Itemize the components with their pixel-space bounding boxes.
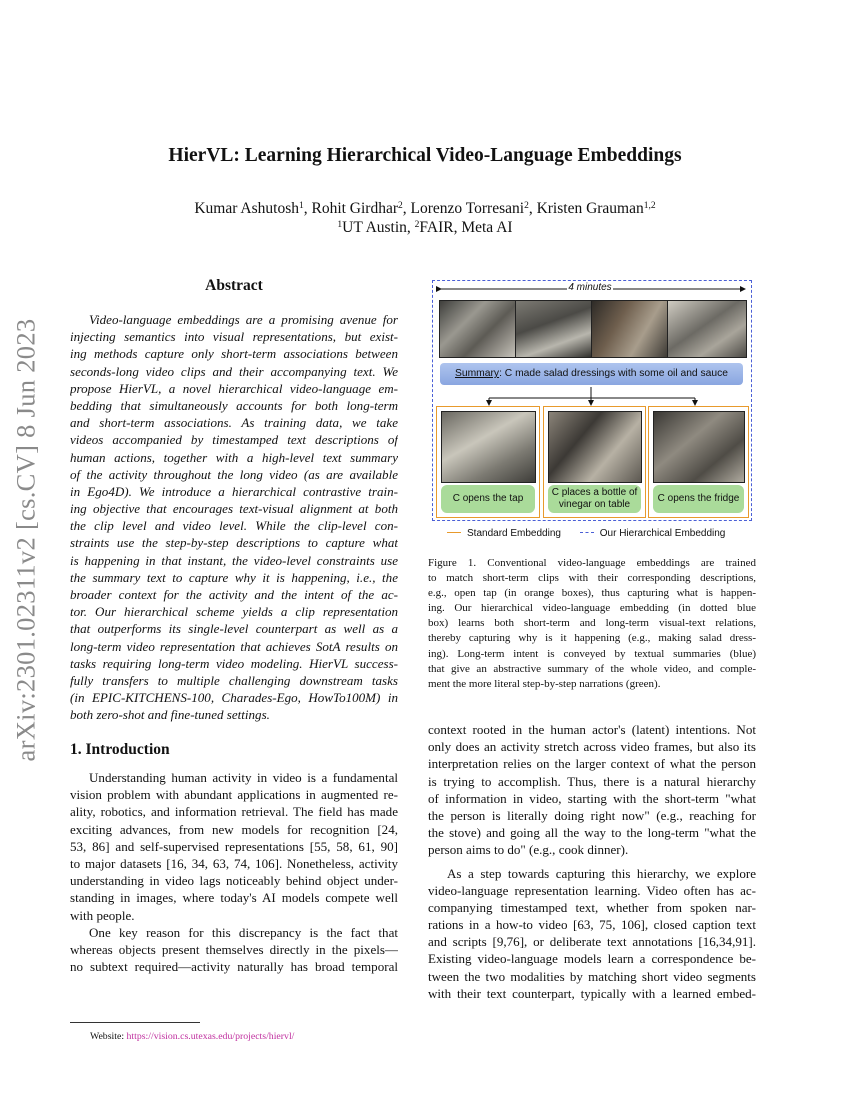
author-name: Kumar Ashutosh xyxy=(194,200,299,217)
abstract-line: seconds-long video clips and their accompanying text. We xyxy=(70,363,398,379)
affil-sup: 1 xyxy=(337,220,343,230)
summary-label: Summary xyxy=(455,368,500,379)
abstract-line: long-term video representation that achieves SotA results on xyxy=(70,638,398,654)
narration-label: C opens the fridge xyxy=(653,485,744,513)
project-website-link[interactable]: https://vision.cs.utexas.edu/projects/hiervl/ xyxy=(126,1031,295,1042)
abstract-line: videos accompanied by timestamped text descriptions of xyxy=(70,432,398,448)
video-frame-1 xyxy=(439,300,517,358)
narration-label: C opens the tap xyxy=(441,485,535,513)
body-line: Existing video-language models learn a correspondence be- xyxy=(428,951,756,967)
body-line: rations in a how-to video [63, 75, 106], closed caption text xyxy=(428,917,756,933)
body-line: tween the two modalities by matching short video segments xyxy=(428,968,756,984)
abstract-heading: Abstract xyxy=(205,277,263,294)
intro-paragraph-1 xyxy=(70,769,398,975)
intro-line: whereas objects present themselves directly in the pixels— xyxy=(70,941,398,957)
author-list: Kumar Ashutosh$^1$, Rohit Girdhar$^2$, Lorenzo Torresani$^2$, Kristen Grauman$^{1,2}$ xyxy=(194,200,656,217)
author-name: Kristen Grauman xyxy=(536,200,644,217)
caption-line: that give an abstractive summary of the whole video, and comple- xyxy=(428,662,756,675)
abstract-line: the summary text to capture why it is happening, i.e., the xyxy=(70,569,398,585)
author-name: Lorenzo Torresani xyxy=(410,200,525,217)
video-frame-4 xyxy=(667,300,747,358)
intro-line: understanding in video lags noticeably behind object under- xyxy=(70,873,398,889)
caption-line: box) learns both short-term and long-term visual-text relations, xyxy=(428,617,756,630)
body-line: of information in video, starting with the short-term "what xyxy=(428,790,756,806)
affiliation: UT Austin, xyxy=(342,219,415,236)
author-block xyxy=(0,199,850,237)
footnote xyxy=(90,1031,294,1042)
legend-label-hierarchical: Our Hierarchical Embedding xyxy=(599,528,726,539)
body-line: person aims to do" (e.g., cook dinner). xyxy=(428,842,629,858)
abstract-line: the clip level and video level. While the clip-level con- xyxy=(70,518,398,534)
author-name: Rohit Girdhar xyxy=(311,200,399,217)
body-line: interpretation relies on the larger context of what the person xyxy=(428,756,756,772)
section-heading-introduction: 1. Introduction xyxy=(70,741,170,758)
footnote-label: Website: xyxy=(90,1031,127,1042)
affil-sup: 2 xyxy=(414,220,420,230)
abstract-line: of the activity throughout the long video (as are available xyxy=(70,466,398,482)
intro-right-column xyxy=(428,721,756,1002)
figure-legend xyxy=(447,528,747,539)
intro-line: Understanding human activity in video is a fundamental xyxy=(89,770,398,785)
abstract-line: tor. Our hierarchical scheme yields a clip representation xyxy=(70,604,398,620)
body-line: with their text counterpart, typically with a learned embed- xyxy=(428,985,756,1001)
caption-line: ing. Our hierarchical video-language embedding (in dotted blue xyxy=(428,602,756,615)
duration-label: 4 minutes xyxy=(568,282,612,293)
body-line: companying timestamped text, whether from spoken nar- xyxy=(428,899,756,915)
abstract-line: that outperforms its single-level counterpart as well as a xyxy=(70,621,398,637)
author-sup: 1,2 xyxy=(643,201,656,211)
body-line: is trying to accomplish. Thus, there is a natural hierarchy xyxy=(428,773,756,789)
legend-swatch-hierarchical xyxy=(580,532,594,533)
author-sup: 2 xyxy=(524,201,529,211)
body-line: As a step towards capturing this hierarchy, we explore xyxy=(447,865,756,881)
clip-box-3 xyxy=(648,406,749,518)
intro-line: ality, robotics, and information retrieval. The field has made xyxy=(70,804,398,820)
clip-frame-2 xyxy=(548,411,642,483)
affiliations xyxy=(0,218,850,237)
intro-line: One key reason for this discrepancy is the fact that xyxy=(89,924,398,940)
body-line: the person is literally doing right now" (e.g., reaching for xyxy=(428,807,756,823)
abstract-line: ing methods capture only short-term associations between xyxy=(70,346,398,362)
caption-line: Figure 1. Conventional video-language embeddings are trained xyxy=(428,557,756,569)
abstract-line: broader context for the activity and the intent of the ac- xyxy=(70,587,398,602)
abstract-line: bedding that simultaneously accounts for both long-term xyxy=(70,397,398,413)
abstract-line: and short-term associations. As training data, we take xyxy=(70,415,398,431)
abstract-line: straints use the step-by-step descriptions to capture what xyxy=(70,535,398,551)
abstract-line: tasks requiring long-term video modeling. HierVL success- xyxy=(70,655,398,671)
caption-line: ment the more literal step-by-step narrations (green). xyxy=(428,677,661,690)
caption-line: e.g., open tap (in orange boxes), thus capturing what is happen- xyxy=(428,587,756,600)
paper-title: HierVL: Learning Hierarchical Video-Language Embeddings xyxy=(168,145,682,166)
body-line: only does an activity stretch across video frames, but also its xyxy=(428,739,756,755)
body-line: context rooted in the human actor's (latent) intentions. Not xyxy=(428,722,756,737)
intro-line: exciting advances, from new models for recognition [24, xyxy=(70,821,398,837)
arxiv-stamp xyxy=(6,300,46,780)
abstract-line: both zero-shot and fine-tuned settings. xyxy=(70,707,270,723)
abstract-line: propose HierVL, a novel hierarchical video-language em- xyxy=(70,380,398,396)
abstract-line: ing objective that encourages text-visual alignment at both xyxy=(70,501,398,517)
figure-1 xyxy=(432,280,752,521)
author-sup: 2 xyxy=(398,201,403,211)
video-frame-3 xyxy=(591,300,669,358)
affiliation: FAIR, Meta AI xyxy=(419,219,513,236)
intro-line: 53, 86] and self-supervised representations [55, 58, 61, 90] xyxy=(70,838,398,854)
abstract-line: is happening in that instant, the video-level constraints use xyxy=(70,552,398,568)
legend-label-standard: Standard Embedding xyxy=(467,528,561,539)
clip-frame-3 xyxy=(653,411,745,483)
figure-caption xyxy=(428,556,756,692)
caption-line: thereby capturing why is it happening (e.g., making salad dress- xyxy=(428,632,756,645)
caption-line: to match short-term clips with their corresponding descriptions, xyxy=(428,572,756,585)
abstract-line: fully transfers to multiple challenging downstream tasks xyxy=(70,672,398,688)
author-sup: 1 xyxy=(298,201,304,211)
abstract-line: human actions, together with a high-level text summary xyxy=(70,449,398,465)
arxiv-stamp-text: arXiv:2301.02311v2 [cs.CV] 8 Jun 2023 xyxy=(10,318,41,762)
narration-label: C places a bottle of vinegar on table xyxy=(548,485,641,513)
body-line: and scripts [9,76], or deliberate text annotations [16,34,91]. xyxy=(428,934,756,950)
intro-line: with people. xyxy=(70,907,135,923)
clip-box-2 xyxy=(543,406,646,518)
intro-line: standing in images, where today's AI models compete well xyxy=(70,890,398,906)
body-line: video-language representation learning. Video often has ac- xyxy=(428,882,756,898)
intro-line: no subtext required—activity naturally has broad temporal xyxy=(70,959,398,975)
abstract-line: Video-language embeddings are a promising avenue for xyxy=(89,312,398,327)
legend-swatch-standard xyxy=(447,532,461,533)
video-frame-2 xyxy=(515,300,593,358)
intro-line: to major datasets [16, 34, 63, 74, 106]. Nonetheless, activity xyxy=(70,855,398,871)
caption-line: ing). Long-term intent is conveyed by textual summaries (blue) xyxy=(428,647,756,660)
abstract-body xyxy=(70,311,398,724)
intro-line: vision problem with abundant applications in augmented re- xyxy=(70,787,398,803)
abstract-line: in Ego4D). We introduce a hierarchical contrastive train- xyxy=(70,483,398,499)
footnote-rule xyxy=(70,1022,200,1023)
summary-text: : C made salad dressings with some oil and sauce xyxy=(499,368,728,379)
abstract-line: injecting semantics into visual representations, but exist- xyxy=(70,329,398,345)
body-line: the stove) and going all the way to the long-term "what the xyxy=(428,825,756,841)
abstract-line: (in EPIC-KITCHENS-100, Charades-Ego, HowTo100M) in xyxy=(70,690,398,706)
clip-box-1 xyxy=(436,406,540,518)
clip-frame-1 xyxy=(441,411,536,483)
summary-box xyxy=(440,363,743,385)
